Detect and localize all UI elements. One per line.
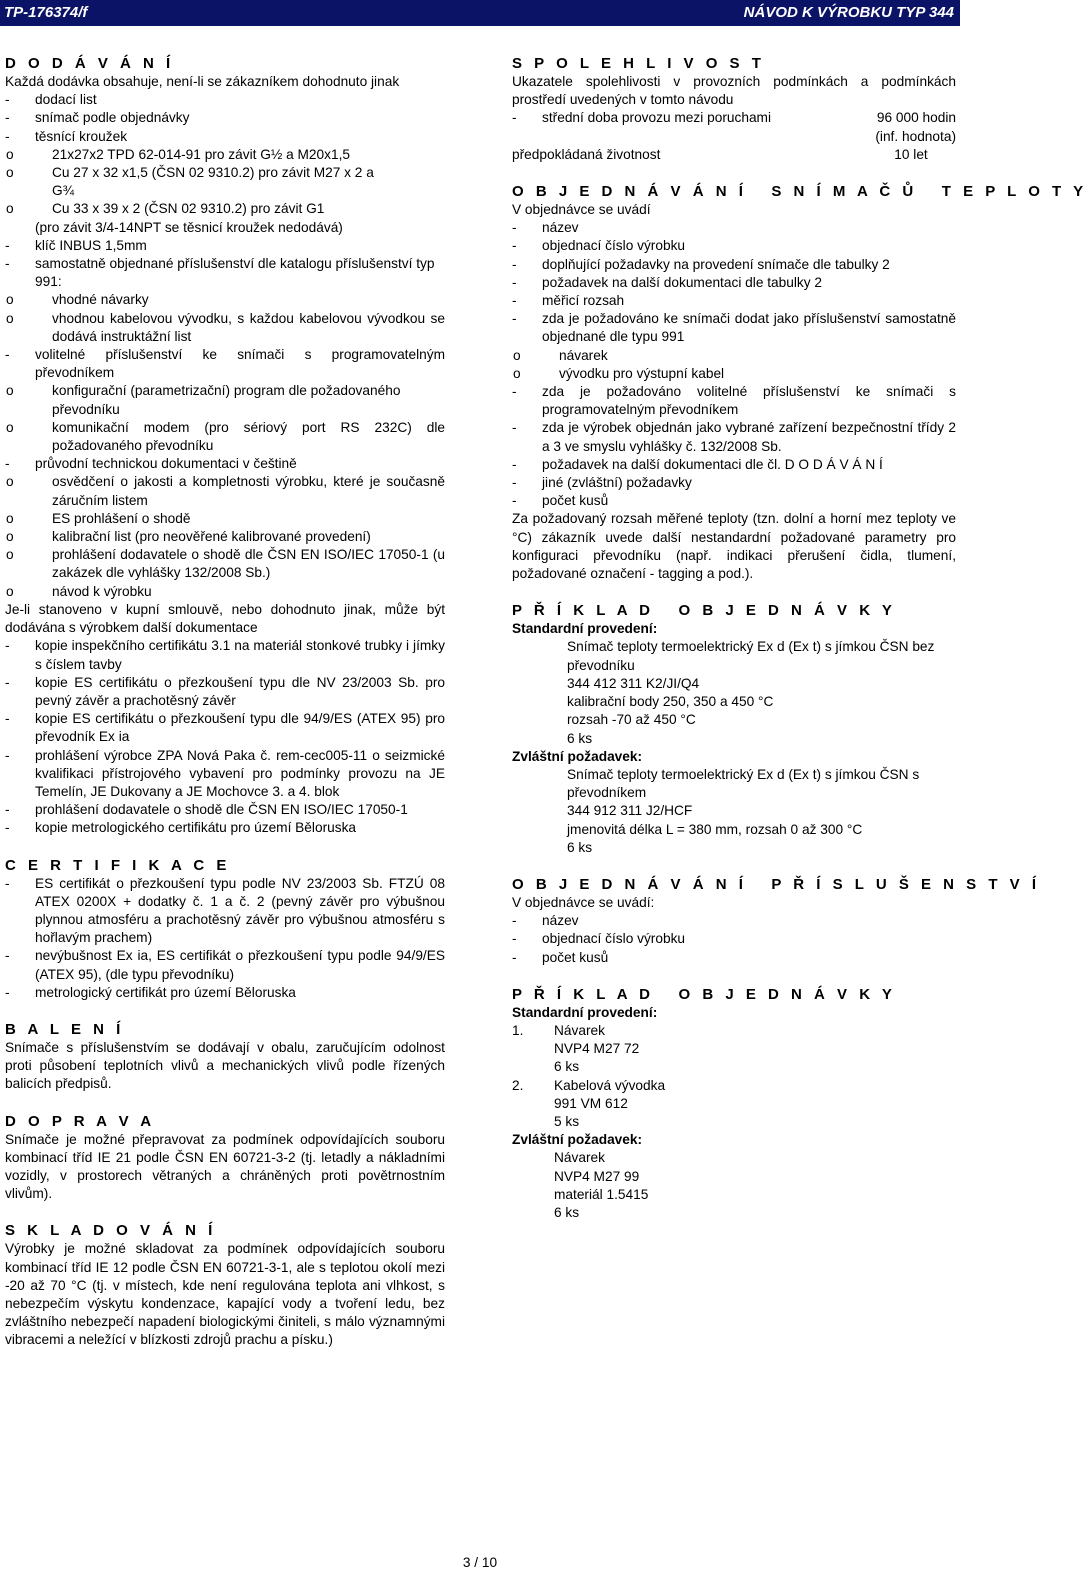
list-item: - zda je výrobek objednán jako vybrané zařízení bezpečnostní třídy 2 a 3 ve smyslu vyhlášky č. 132/2008 Sb. bbox=[512, 419, 956, 455]
list-item: - samostatně objednané příslušenství dle katalogu příslušenství typ 991: bbox=[5, 255, 445, 291]
left-column bbox=[5, 54, 445, 1350]
section-heading-baleni: B A L E N Í bbox=[5, 1020, 125, 1038]
order-line: NVP4 M27 72 bbox=[554, 1041, 640, 1057]
sub-list-item: o návod k výrobku bbox=[5, 583, 445, 601]
reliability-row bbox=[512, 109, 956, 127]
section-heading-spolehlivost: S P O L E H L I V O S T bbox=[512, 55, 765, 72]
item-number: 1. bbox=[512, 1022, 524, 1038]
paragraph: V objednávce se uvádí: bbox=[512, 894, 655, 910]
list-item: - počet kusů bbox=[512, 492, 956, 510]
list-item: - kopie inspekčního certifikátu 3.1 na materiál stonkové trubky i jímky s číslem tavby bbox=[5, 637, 445, 673]
lifetime-label: předpokládaná životnost bbox=[512, 146, 661, 162]
list-item: - jiné (zvláštní) požadavky bbox=[512, 474, 956, 492]
list-item: - zda je požadováno ke snímači dodat jako příslušenství samostatně objednané dle typu 991 bbox=[512, 310, 956, 346]
order-line: Snímač teploty termoelektrický Ex d (Ex t) s jímkou ČSN bez převodníku bbox=[567, 639, 935, 673]
numbered-item bbox=[512, 1077, 956, 1095]
list-item: - dodací list bbox=[5, 91, 445, 109]
paragraph: Snímače s příslušenstvím se dodávají v obalu, zaručujícím odolnost proti působení teplotních vlivů a mechanických vlivů podle řízených balicích předpisů. bbox=[5, 1039, 445, 1092]
list-item: - název bbox=[512, 219, 956, 237]
sub-list-item: o kalibrační list (pro neověřené kalibrované provedení) bbox=[5, 528, 445, 546]
list-item: - prohlášení dodavatele o shodě dle ČSN EN ISO/IEC 17050-1 bbox=[5, 801, 445, 819]
section-heading-objednavani-prislusenstvi: O B J E D N Á V Á N Í P Ř Í S L U Š E N S T V Í bbox=[512, 875, 1041, 893]
section-heading-priklad-objednavky: P Ř Í K L A D O B J E D N Á V K Y bbox=[512, 602, 896, 620]
document-id: TP-176374/f bbox=[4, 4, 88, 21]
sub-list-item: o Cu 27 x 32 x1,5 (ČSN 02 9310.2) pro závit M27 x 2 a G¾ bbox=[5, 164, 377, 200]
paragraph: Za požadovaný rozsah měřené teploty (tzn. dolní a horní mez teploty ve °C) zákazník uvede další nestandardní požadované parametry pro konfiguraci převodníku (např. indikaci přerušení čidla, tlumení, požadované označení - tagging a pod.). bbox=[512, 511, 956, 582]
paragraph: Snímače je možné přepravovat za podmínek odpovídajících souboru kombinací tříd IE 21 podle ČSN EN 60721-3-2 (tj. letadly a nákladními vozidly, v prostorech větraných a chráněných proti povětrnostním vlivům). bbox=[5, 1131, 445, 1202]
order-line: 6 ks bbox=[567, 730, 593, 746]
section-heading-priklad-objednavky-2: P Ř Í K L A D O B J E D N Á V K Y bbox=[512, 985, 896, 1003]
order-line: rozsah -70 až 450 °C bbox=[567, 712, 696, 728]
section-heading-certifikace: C E R T I F I K A C E bbox=[5, 856, 231, 874]
order-line: 6 ks bbox=[554, 1204, 580, 1220]
list-item: - snímač podle objednávky bbox=[5, 109, 445, 127]
list-item: - objednací číslo výrobku bbox=[512, 237, 956, 255]
paragraph: Každá dodávka obsahuje, není-li se zákazníkem dohodnuto jinak bbox=[5, 74, 400, 89]
order-line: 6 ks bbox=[567, 839, 593, 855]
mtbf-value: 96 000 hodin bbox=[876, 110, 956, 126]
order-line: 344 412 311 K2/JI/Q4 bbox=[567, 675, 700, 691]
order-line: 5 ks bbox=[554, 1113, 580, 1129]
order-line: materiál 1.5415 bbox=[554, 1186, 649, 1202]
list-item: - průvodní technickou dokumentaci v češtině bbox=[5, 455, 445, 473]
label-standard: Standardní provedení: bbox=[512, 1004, 658, 1020]
paragraph: Výrobky je možné skladovat za podmínek odpovídajících souboru kombinací tříd IE 12 podle ČSN EN 60721-3-1, ale s teplotou okolí mezi -20 až 70 °C (tj. v místech, kde není regulována teplota ani vlhkost, s nebezpečím výskytu kondenzace, kapající vody a tvoření ledu, bez zvláštního nebezpečí napadení biologickými činiteli, s málo významnými vibracemi a neležící v blízkosti zdrojů prachu a písku.) bbox=[5, 1241, 445, 1348]
list-item: - měřicí rozsah bbox=[512, 292, 956, 310]
list-item: - těsnící kroužek bbox=[5, 128, 445, 146]
list-item: - kopie ES certifikátu o přezkoušení typu dle NV 23/2003 Sb. pro pevný závěr a prachotěsný závěr bbox=[5, 674, 445, 710]
section-heading-objednavani: O B J E D N Á V Á N Í S N Í M A Č Ů T E P L O T Y bbox=[512, 183, 1087, 201]
sub-list-item: o ES prohlášení o shodě bbox=[5, 510, 445, 528]
lifetime-row bbox=[512, 146, 956, 164]
order-line: NVP4 M27 99 bbox=[554, 1168, 640, 1184]
sub-list-item: o návarek bbox=[512, 347, 956, 365]
mtbf-note: (inf. hodnota) bbox=[875, 128, 956, 144]
sub-list-item: o osvědčení o jakosti a kompletnosti výrobku, které je současně záručním listem bbox=[5, 473, 445, 509]
order-line: 991 VM 612 bbox=[554, 1095, 628, 1111]
sub-list-item: o 21x27x2 TPD 62-014-91 pro závit G½ a M20x1,5 bbox=[5, 146, 445, 164]
order-line: Snímač teploty termoelektrický Ex d (Ex t) s jímkou ČSN s převodníkem bbox=[567, 766, 920, 801]
list-item: - volitelné příslušenství ke snímači s programovatelným převodníkem bbox=[5, 346, 445, 382]
mtbf-label: - střední doba provozu mezi poruchami bbox=[512, 109, 866, 127]
label-special: Zvláštní požadavek: bbox=[512, 1132, 643, 1148]
list-item: - ES certifikát o přezkoušení typu podle NV 23/2003 Sb. FTZÚ 08 ATEX 0200X + dodatky č. 1 a č. 2 (pevný závěr pro výbušnou plynnou atmosféru a prachotěsný závěr pro výbušnou atmosféru s hořlavým prachem) bbox=[5, 875, 445, 948]
order-line: Návarek bbox=[554, 1150, 605, 1166]
sub-list-item: o prohlášení dodavatele o shodě dle ČSN EN ISO/IEC 17050-1 (u zakázek dle vyhlášky 132/2008 Sb.) bbox=[5, 546, 445, 582]
list-item: - metrologický certifikát pro území Běloruska bbox=[5, 984, 445, 1002]
sub-list-item: o vhodné návarky bbox=[5, 291, 445, 309]
order-line: jmenovitá délka L = 380 mm, rozsah 0 až 300 °C bbox=[567, 821, 863, 837]
lifetime-value: 10 let bbox=[894, 146, 928, 162]
item-number: 2. bbox=[512, 1077, 524, 1093]
paragraph: Je-li stanoveno v kupní smlouvě, nebo dohodnuto jinak, může být dodávána s výrobkem další dokumentace bbox=[5, 601, 445, 636]
order-line: 6 ks bbox=[554, 1059, 580, 1075]
note: (pro závit 3/4-14NPT se těsnicí kroužek nedodává) bbox=[35, 219, 343, 235]
document-title: NÁVOD K VÝROBKU TYP 344 bbox=[743, 4, 954, 21]
list-item: - kopie metrologického certifikátu pro území Běloruska bbox=[5, 819, 445, 837]
sub-list-item: o konfigurační (parametrizační) program dle požadovaného převodníku bbox=[5, 382, 445, 418]
item-name: Návarek bbox=[554, 1022, 605, 1038]
sub-list-item: o Cu 33 x 39 x 2 (ČSN 02 9310.2) pro závit G1 bbox=[5, 200, 445, 218]
page-header bbox=[0, 0, 960, 26]
paragraph: V objednávce se uvádí bbox=[512, 202, 651, 218]
section-heading-skladovani: S K L A D O V Á N Í bbox=[5, 1222, 217, 1240]
list-item: - nevýbušnost Ex ia, ES certifikát o přezkoušení typu podle 94/9/ES (ATEX 95), (dle typu převodníku) bbox=[5, 947, 445, 983]
list-item: - doplňující požadavky na provedení snímače dle tabulky 2 bbox=[512, 256, 956, 274]
paragraph: Ukazatele spolehlivosti v provozních podmínkách a podmínkách prostředí uvedených v tomto návodu bbox=[512, 74, 956, 108]
label-standard: Standardní provedení: bbox=[512, 621, 658, 637]
list-item: - název bbox=[512, 912, 956, 930]
list-item: - požadavek na další dokumentaci dle čl. D O D Á V Á N Í bbox=[512, 456, 956, 474]
list-item: - počet kusů bbox=[512, 949, 956, 967]
right-column bbox=[512, 54, 1087, 1222]
list-item: - prohlášení výrobce ZPA Nová Paka č. rem-cec005-11 o seizmické kvalifikaci přístrojového vybavení pro podmínky provozu na JE Temelín, JE Dukovany a JE Mochovce 3. a 4. blok bbox=[5, 747, 445, 802]
order-line: kalibrační body 250, 350 a 450 °C bbox=[567, 694, 774, 710]
section-heading-dodavani: D O D Á V Á N Í bbox=[5, 55, 175, 72]
list-item: - požadavek na další dokumentaci dle tabulky 2 bbox=[512, 274, 956, 292]
list-item: - objednací číslo výrobku bbox=[512, 930, 956, 948]
item-name: Kabelová vývodka bbox=[554, 1077, 666, 1093]
section-heading-doprava: D O P R A V A bbox=[5, 1112, 156, 1130]
numbered-item bbox=[512, 1022, 956, 1040]
list-item: - zda je požadováno volitelné příslušenství ke snímači s programovatelným převodníkem bbox=[512, 383, 956, 419]
list-item: - klíč INBUS 1,5mm bbox=[5, 237, 445, 255]
label-special: Zvláštní požadavek: bbox=[512, 748, 643, 764]
order-line: 344 912 311 J2/HCF bbox=[567, 803, 693, 819]
sub-list-item: o vhodnou kabelovou vývodku, s každou kabelovou vývodkou se dodává instruktážní list bbox=[5, 310, 445, 346]
list-item: - kopie ES certifikátu o přezkoušení typu dle 94/9/ES (ATEX 95) pro převodník Ex ia bbox=[5, 710, 445, 746]
sub-list-item: o komunikační modem (pro sériový port RS 232C) dle požadovaného převodníku bbox=[5, 419, 445, 455]
page-number: 3 / 10 bbox=[462, 1555, 498, 1570]
sub-list-item: o vývodku pro výstupní kabel bbox=[512, 365, 956, 383]
